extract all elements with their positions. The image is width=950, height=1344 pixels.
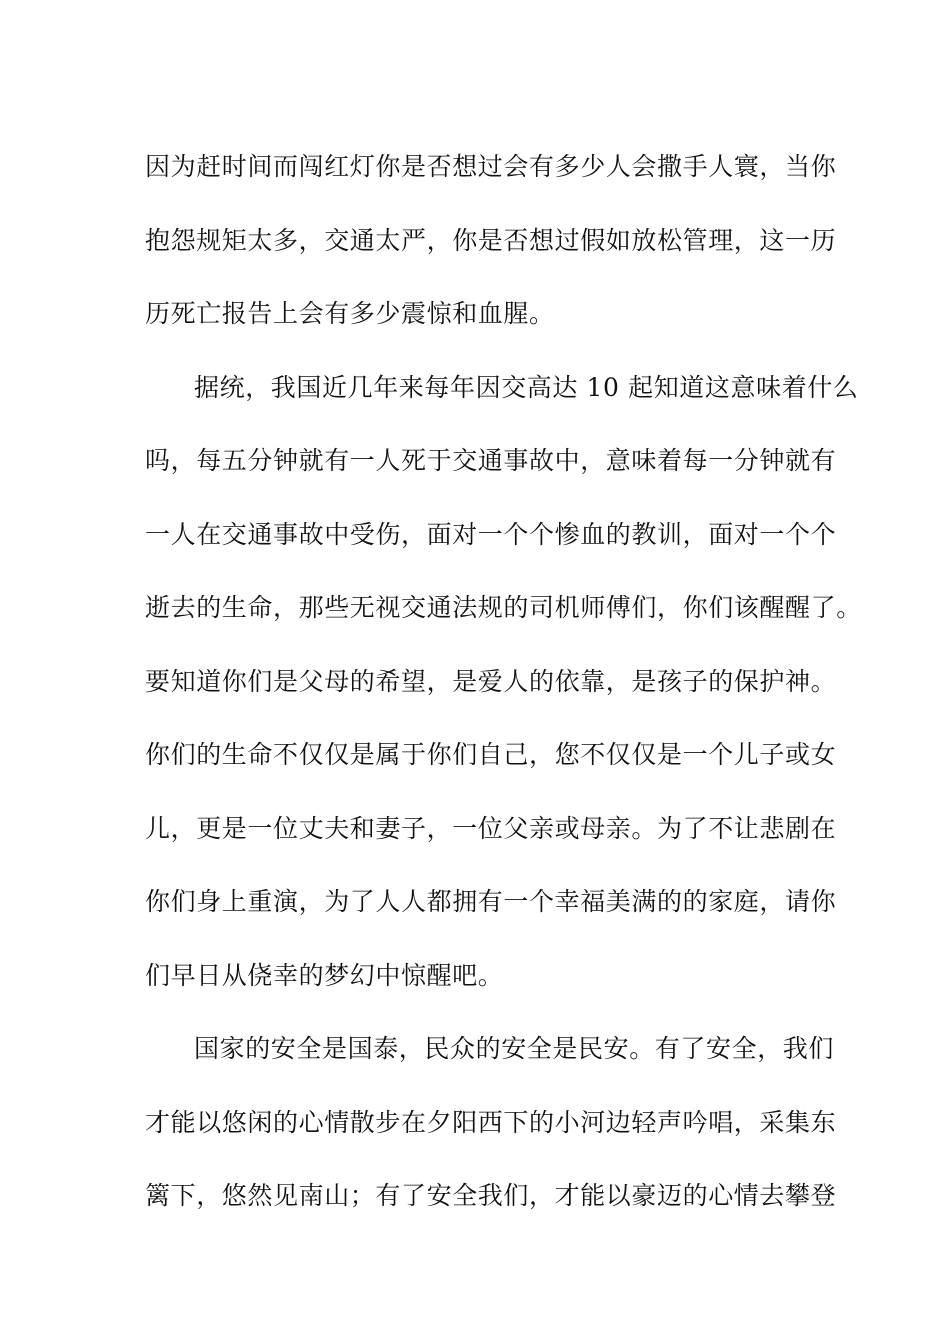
text-line: 逝去的生命，那些无视交通法规的司机师傅们，你们该醒醒了。	[145, 593, 862, 622]
text-line: 你们的生命不仅仅是属于你们自己，您不仅仅是一个儿子或女	[145, 740, 837, 769]
text-line: 们早日从侥幸的梦幻中惊醒吧。	[145, 960, 504, 990]
text-line: 抱怨规矩太多，交通太严，你是否想过假如放松管理，这一历	[145, 225, 837, 255]
text-line: 吗，每五分钟就有一人死于交通事故中，意味着每一分钟就有	[145, 446, 837, 475]
text-line: 要知道你们是父母的希望，是爱人的依靠，是孩子的保护神。	[145, 666, 837, 696]
text-line: 才能以悠闲的心情散步在夕阳西下的小河边轻声吟唱，采集东	[145, 1107, 837, 1137]
text-line: 你们身上重演，为了人人都拥有一个幸福美满的的家庭，请你	[145, 887, 837, 916]
text-line: 据统，我国近几年来每年因交高达 10 起知道这意味着什么	[194, 372, 859, 402]
text-line: 儿，更是一位丈夫和妻子，一位父亲或母亲。为了不让悲剧在	[145, 813, 837, 843]
text-line: 因为赶时间而闯红灯你是否想过会有多少人会撒手人寰，当你	[145, 152, 837, 181]
text-line: 篱下，悠然见南山；有了安全我们，才能以豪迈的心情去攀登	[145, 1181, 837, 1210]
text-line: 一人在交通事故中受伤，面对一个个惨血的教训，面对一个个	[145, 519, 837, 549]
paragraph-1	[145, 130, 837, 351]
paragraph-3	[145, 1012, 837, 1233]
paragraph-2	[145, 351, 862, 1013]
text-line: 国家的安全是国泰，民众的安全是民安。有了安全，我们	[194, 1034, 835, 1063]
document-body	[145, 130, 862, 1233]
text-line: 历死亡报告上会有多少震惊和血腥。	[145, 299, 555, 328]
